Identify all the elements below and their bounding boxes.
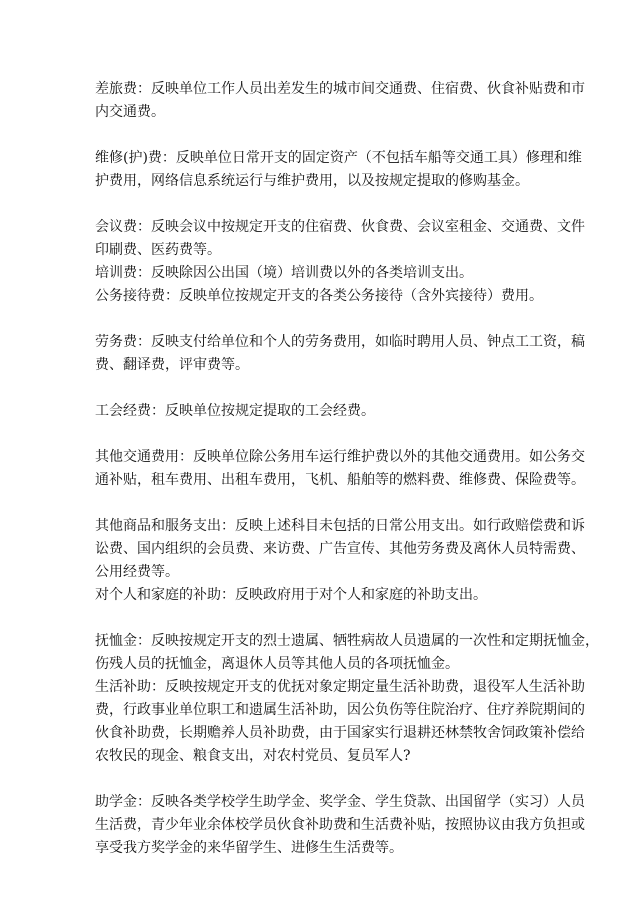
text-line: 公用经费等。 [95,564,179,580]
text-line: 其他交通费用：反映单位除公务用车运行维护费以外的其他交通费用。如公务交 [95,449,585,465]
text-line: 伙食补助费，长期赡养人员补助费，由于国家实行退耕还林禁牧舍饲政策补偿给 [95,725,585,741]
text-line: 抚恤金：反映按规定开支的烈士遗属、牺牲病故人员遗属的一次性和定期抚恤金， [95,633,599,649]
text-line: 生活费，青少年业余体校学员伙食补助费和生活费补贴，按照协议由我方负担或 [95,817,585,833]
text-line: 讼费、国内组织的会员费、来访费、广告宣传、其他劳务费及离休人员特需费、 [95,541,585,557]
text-line: 伤残人员的抚恤金，离退休人员等其他人员的各项抚恤金。 [95,656,459,672]
text-line: 助学金：反映各类学校学生助学金、奖学金、学生贷款、出国留学（实习）人员 [95,794,585,810]
text-line: 劳务费：反映支付给单位和个人的劳务费用，如临时聘用人员、钟点工工资，稿 [95,334,585,350]
text-line: 内交通费。 [95,104,165,120]
text-line: 费，行政事业单位职工和遗属生活补助，因公负伤等住院治疗、住疗养院期间的 [95,702,585,718]
text-line: 护费用，网络信息系统运行与维护费用，以及按规定提取的修购基金。 [95,173,529,189]
text-line: 差旅费：反映单位工作人员出差发生的城市间交通费、住宿费、伙食补贴费和市 [95,81,585,97]
text-line: 农牧民的现金、粮食支出，对农村党员、复员军人? [95,748,411,764]
text-line: 培训费：反映除因公出国（境）培训费以外的各类培训支出。 [95,265,473,281]
text-line: 其他商品和服务支出：反映上述科目未包括的日常公用支出。如行政赔偿费和诉 [95,518,585,534]
text-line: 维修(护)费：反映单位日常开支的固定资产（不包括车船等交通工具）修理和维 [95,150,582,166]
text-line: 生活补助：反映按规定开支的优抚对象定期定量生活补助费，退役军人生活补助 [95,679,585,695]
text-line: 工会经费：反映单位按规定提取的工会经费。 [95,403,375,419]
text-line: 通补贴，租车费用、出租车费用，飞机、船舶等的燃料费、维修费、保险费等。 [95,472,585,488]
text-line: 会议费：反映会议中按规定开支的住宿费、伙食费、会议室租金、交通费、文件 [95,219,585,235]
text-line: 享受我方奖学金的来华留学生、进修生生活费等。 [95,840,403,856]
text-line: 公务接待费：反映单位按规定开支的各类公务接待（含外宾接待）费用。 [95,288,543,304]
text-line: 费、翻译费，评审费等。 [95,357,249,373]
text-line: 印刷费、医药费等。 [95,242,221,258]
text-line: 对个人和家庭的补助：反映政府用于对个人和家庭的补助支出。 [95,587,487,603]
